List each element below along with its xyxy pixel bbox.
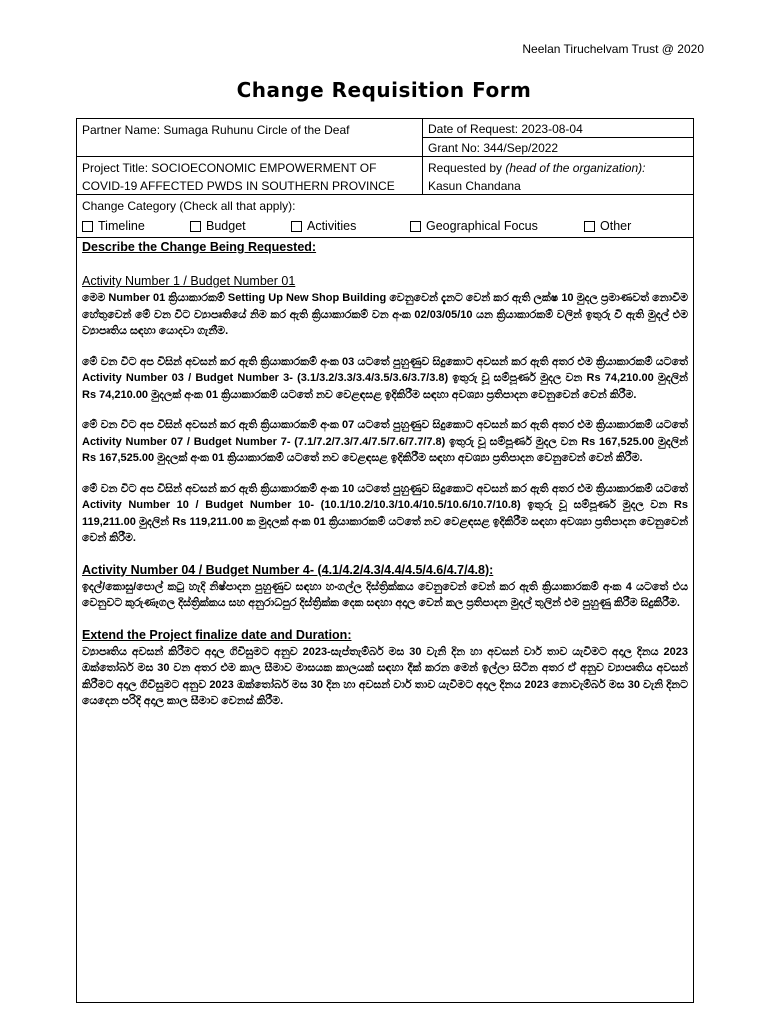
partner-row: [77, 119, 693, 157]
requested-by: [422, 157, 693, 194]
activity-1-paragraph: මෙම Number 01 ක්‍රියාකාරකම් Setting Up New Shop Building වෙනුවෙන් දැනට වෙන් කර ඇති ලක්ෂ 10 මුදල ප්‍රමාණවත් නොවීම හේතුවෙන් මේ වන විට ව්‍යාපෘතියේ නිම කර ඇති ක්‍රියාකාරකම් වන අංක 02/03/05/10 යන ක්‍රියාකාරකම් වලින් ඉතුරු වී ඇති මුදල් එම ව්‍යාපෘතිය සඳහා යොදවා ගැනීම.: [82, 292, 688, 337]
extend-heading: Extend the Project finalize date and Duration:: [82, 627, 352, 642]
change-description: [77, 238, 693, 1002]
requested-by-name: Kasun Chandana: [428, 179, 521, 193]
checkbox-box[interactable]: [410, 221, 421, 232]
project-row: [77, 157, 693, 195]
grant-number: Grant No: 344/Sep/2022: [428, 141, 559, 155]
trust-credit: Neelan Tiruchelvam Trust @ 2020: [522, 42, 704, 56]
activity-3-paragraph: මේ වන විට අප විසින් අවසන් කර ඇති ක්‍රියාකාරකම් අංක 03 යටතේ පුහුණුව සිදුකොට අවසන් කර ඇති අතර එම ක්‍රියාකාරකම් යටතේ Activity Number 03 / Budget Number 3- (3.1/3.2/3.3/3.4/3.5/3.6/3.7/3.8) ඉතුරු වූ සම්පූර්ණ මුදල වන Rs 74,210.00 මුදලින් Rs 74,210.00 මුදලක් අංක 01 ක්‍රියාකාරකම් යටතේ නව වෙළඳසළ ඉදිකිරීම සඳහා අවශ්‍යා ප්‍රතිපාදන වෙනුවෙන් වෙන් කිරීම.: [82, 355, 688, 401]
checkbox-box[interactable]: [291, 221, 302, 232]
date-grant-cell: [422, 119, 693, 156]
extend-paragraph: ව්‍යාපෘතිය අවසන් කිරීමට අදාල ගිවිසුමට අනුව 2023-සැප්තැම්බර් මස 30 වැනි දින හා අවසන් වාර් තාව යැවීමට අදාල දිනය 2023 ඔක්තෝබර් මස 30 වන අතර එම කාල සීමාව මාසයක කාලයක් සඳහා දීක් කරන මෙන් ඉල්ලා සිටින අතර ඒ අනුව ව්‍යාපෘතිය අවසන් කිරීමට අදාල ගිවිසුමට අනුව 2023 ඔක්තෝබර් මස 30 දින හා අවසන් වාර් තාව යැවීමට අදාල දිනය 2023 නොවැම්බර් මස 30 වැනි දිනට යෙදෙන පරිදි අදාල කාල සීමාව වෙනස් කිරීම.: [82, 645, 688, 707]
checkbox-activities[interactable]: Activities: [291, 217, 410, 235]
requested-by-label: Requested by (head of the organization):: [428, 161, 646, 175]
checkbox-other[interactable]: Other: [584, 217, 631, 235]
page-title: Change Requisition Form: [236, 78, 532, 102]
checkbox-timeline[interactable]: Timeline: [82, 217, 190, 235]
activity-1-heading: Activity Number 1 / Budget Number 01: [82, 274, 296, 288]
checkbox-box[interactable]: [190, 221, 201, 232]
activity-7-paragraph: මේ වන විට අප විසින් අවසන් කර ඇති ක්‍රියාකාරකම් අංක 07 යටතේ පුහුණුව සිදුකොට අවසන් කර ඇති අතර එම ක්‍රියාකාරකම් යටතේ Activity Number 07 / Budget Number 7- (7.1/7.2/7.3/7.4/7.5/7.6/7.7/7.8) ඉතුරු වූ සම්පූර්ණ මුදල වන Rs 167,525.00 මුදලින් Rs 167,525.00 මුදලක් අංක 01 ක්‍රියාකාරකම් යටතේ නව වෙළඳසළ ඉදිකිරීම සඳහා අවශ්‍යා ප්‍රතිපාදන වෙනුවෙන් වෙන් කිරීම.: [82, 419, 688, 464]
requisition-form: [76, 118, 694, 1003]
activity-4-paragraph: ඉදල්/කොසු/පොල් කටු හැදි නිෂ්පාදන පුහුණුව සඳහා හංගල්ල දිස්ත්‍රික්කය වෙනුවෙන් වෙන් කර ඇති ක්‍රියාකාරකම් අංක 4 යටතේ එය වෙනුවට කුරුණෑගල දිස්ත්‍රික්කය සහ අනුරාධපුර දිස්ත්‍රික්ක දෙක සඳහා අදාල වෙන් කල ප්‍රතිපාදන මුදල් තුලින් එම පුහුණු කිරීම සිදුකිරීම.: [82, 580, 688, 609]
describe-heading: Describe the Change Being Requested:: [82, 240, 317, 254]
checkbox-budget[interactable]: Budget: [190, 217, 291, 235]
checkbox-box[interactable]: [82, 221, 93, 232]
checkbox-box[interactable]: [584, 221, 595, 232]
activity-4-heading: Activity Number 04 / Budget Number 4- (4.1/4.2/4.3/4.4/4.5/4.6/4.7/4.8):: [82, 562, 494, 577]
project-title-line1: Project Title: SOCIOECONOMIC EMPOWERMENT OF: [82, 161, 377, 175]
partner-name: Partner Name: Sumaga Ruhunu Circle of the Deaf: [82, 123, 350, 137]
activity-10-paragraph: මේ වන විට අප විසින් අවසන් කර ඇති ක්‍රියාකාරකම් අංක 10 යටතේ පුහුණුව සිදුකොට අවසන් කර ඇති අතර එම ක්‍රියාකාරකම් යටතේ Activity Number 10 / Budget Number 10- (10.1/10.2/10.3/10.4/10.5/10.6/10.7/10.8) ඉතුරු වූ සම්පූර්ණ මුදල වන Rs 119,211.00 මුදලින් Rs 119,211.00 ක මුදලක් අංක 01 ක්‍රියාකාරකම් යටතේ නව වෙළඳසළ ඉදිකිරීම සඳහා අවශ්‍යා ප්‍රතිපාදන වෙනුවෙන් වෙන් කිරීම.: [82, 482, 688, 544]
project-title-line2: COVID-19 AFFECTED PWDS IN SOUTHERN PROVINCE: [82, 179, 395, 193]
project-title: [77, 157, 422, 194]
category-label: Change Category (Check all that apply):: [82, 199, 296, 213]
category-row: [77, 195, 693, 238]
date-of-request: Date of Request: 2023-08-04: [423, 119, 693, 138]
category-checkboxes: [82, 217, 688, 235]
checkbox-geographical-focus[interactable]: Geographical Focus: [410, 217, 584, 235]
